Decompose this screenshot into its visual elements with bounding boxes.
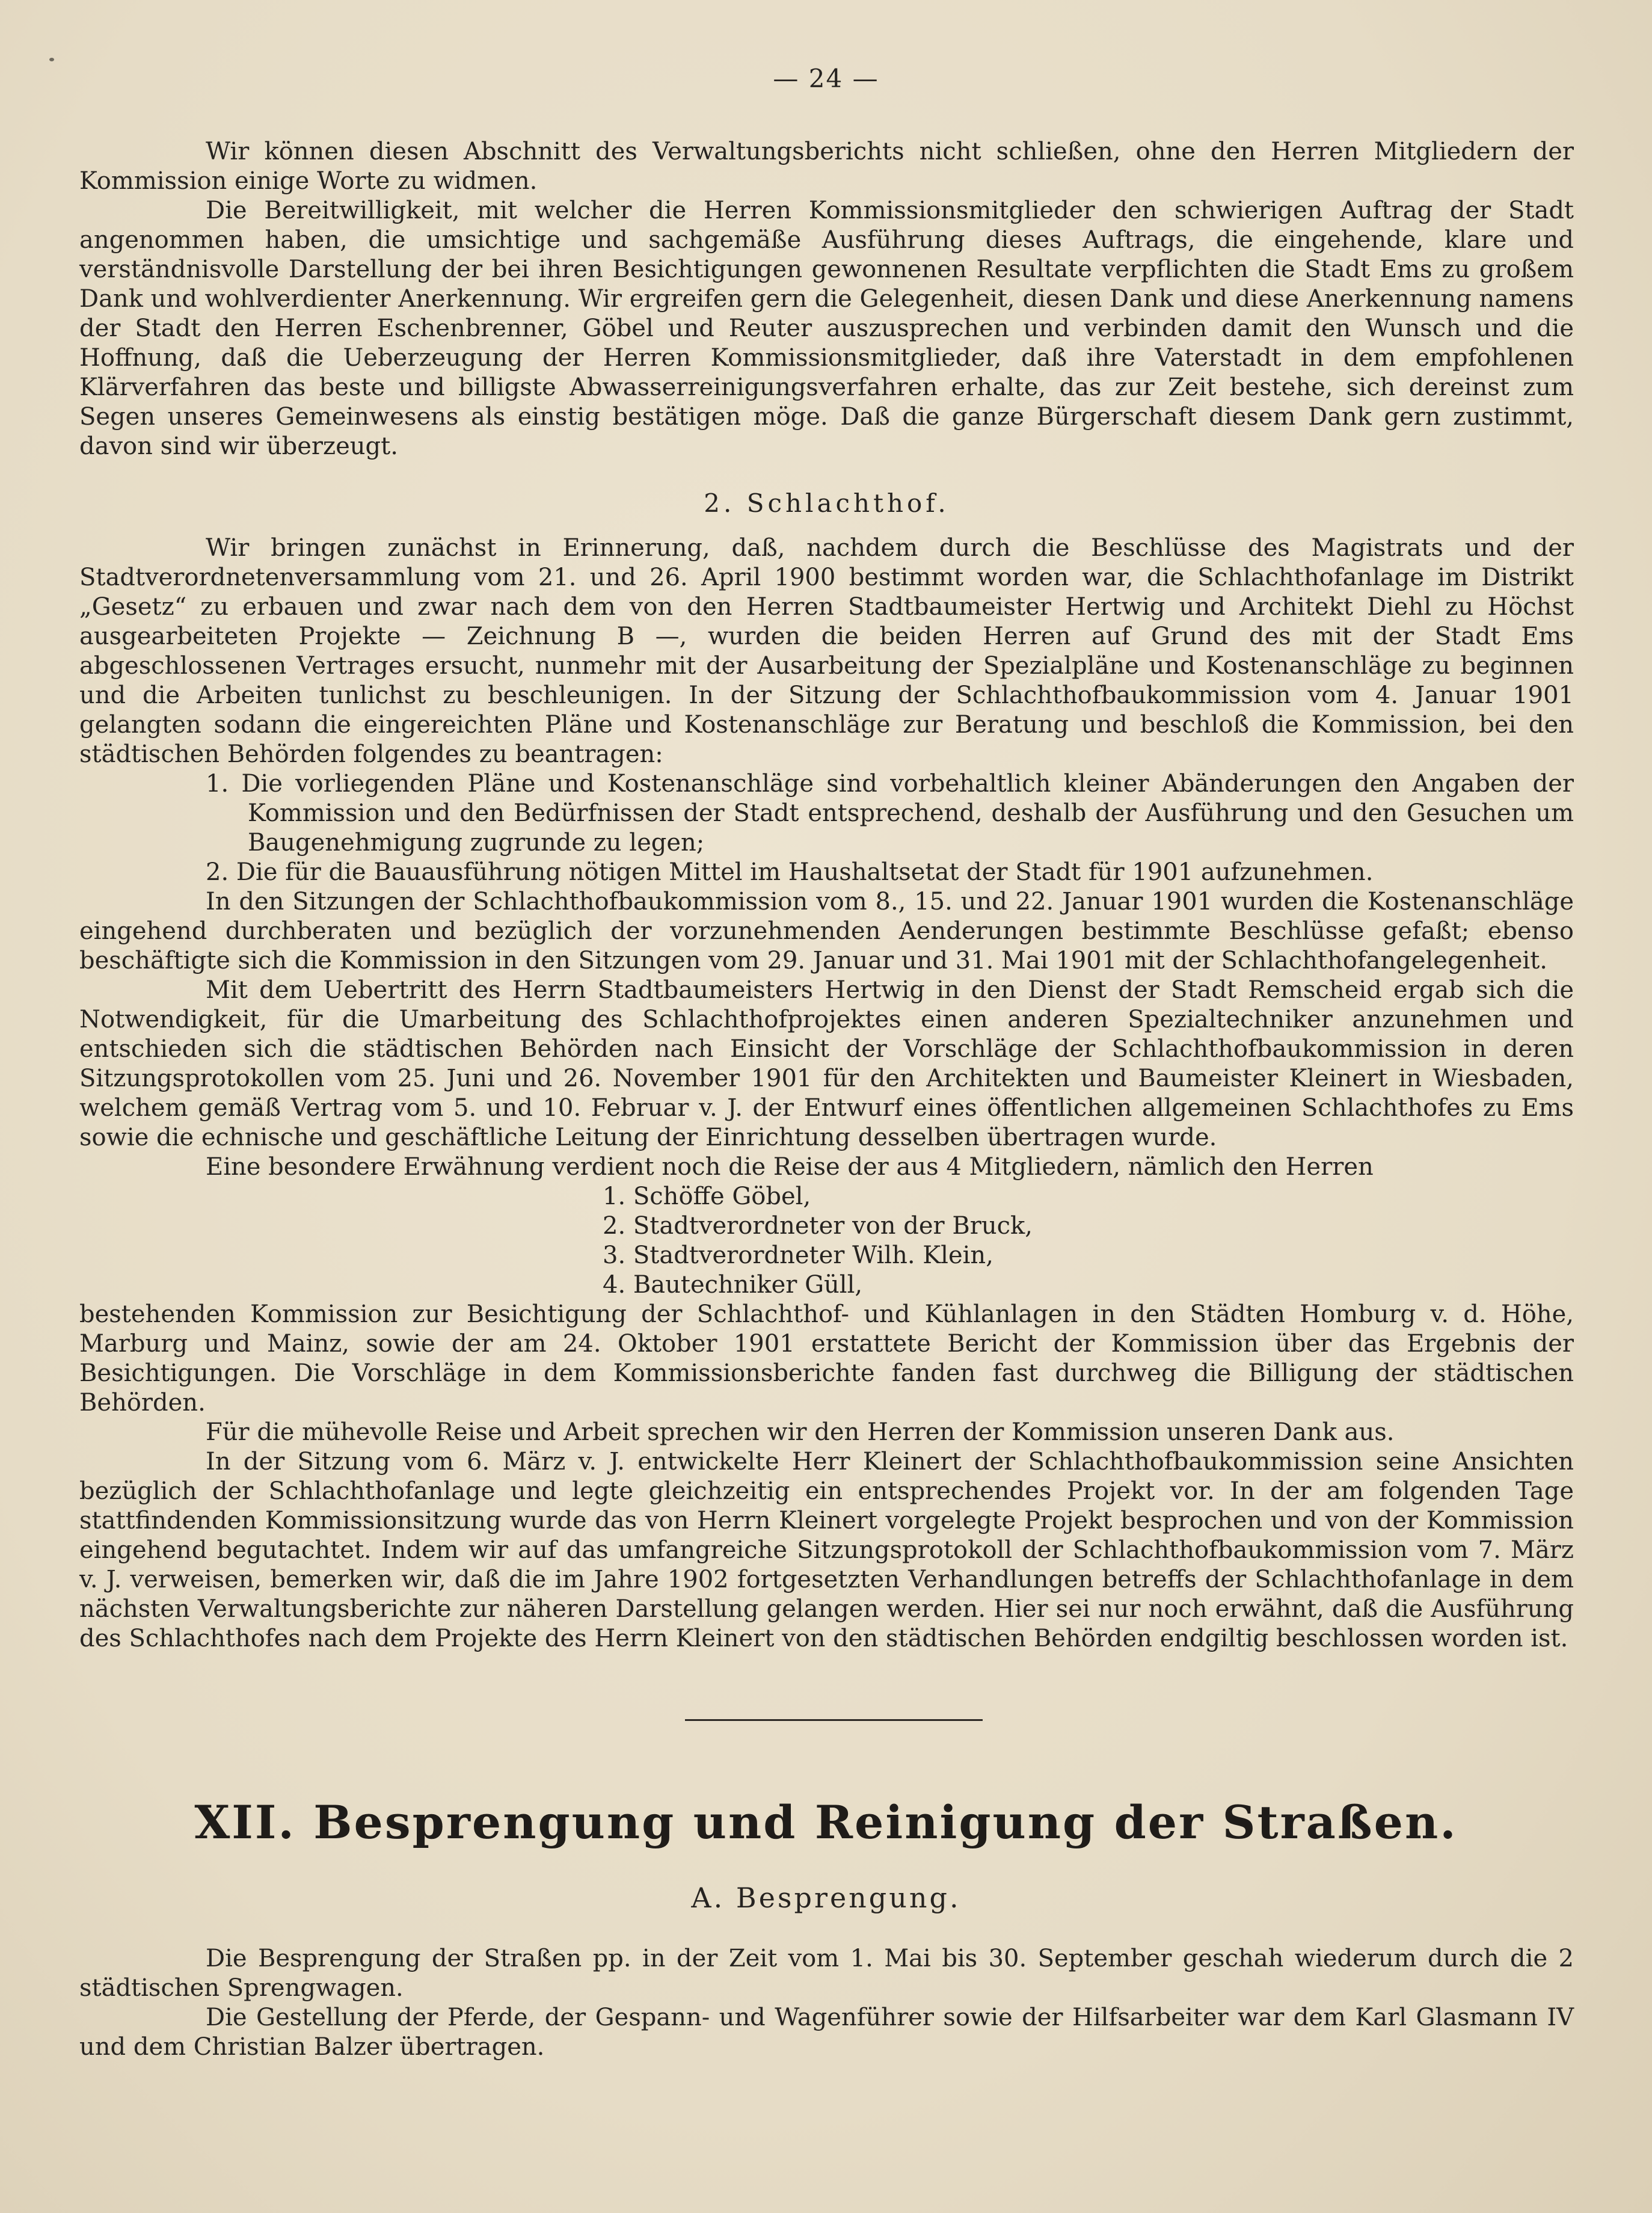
section-divider [685,1719,983,1721]
list-item: 3. Stadtverordneter Wilh. Klein, [603,1242,993,1269]
member-list [79,1182,1574,1300]
list-item: 1. Schöffe Göbel, [603,1183,811,1210]
list-item: 2. Die für die Bauausführung nötigen Mittel im Haushaltsetat der Stadt für 1901 aufzunehmen. [206,858,1374,886]
list-item: 2. Stadtverordneter von der Bruck, [603,1212,1033,1240]
besprengung-section [79,1944,1574,2062]
schlachthof-paragraph-3: Mit dem Uebertritt des Herrn Stadtbaumeisters Hertwig in den Dienst der Stadt Remscheid ergab sich die Notwendigkeit, für die Umarbeitung des Schlachthofprojektes einen anderen Spezialtechniker anzunehmen und entschieden sich die städtischen Behörden nach Einsicht der Vorschläge der Schlachthofbaukommission in deren Sitzungsprotokollen vom 25. Juni und 26. November 1901 für den Architekten und Baumeister Kleinert in Wiesbaden, welchem gemäß Vertrag vom 5. und 10. Februar v. J. der Entwurf eines öffentlichen allgemeinen Schlachthofes zu Ems sowie die echnische und geschäftliche Leitung der Einrichtung desselben übertragen wurde. [79,976,1574,1151]
section-heading-schlachthof: 2. Schlachthof. [704,488,950,518]
schlachthof-paragraph-4: Eine besondere Erwähnung verdient noch die Reise der aus 4 Mitgliedern, nämlich den Herren [206,1153,1374,1181]
schlachthof-section [79,488,1574,1654]
besprengung-paragraph-2: Die Gestellung der Pferde, der Gespann- und Wagenführer sowie der Hilfsarbeiter war dem Karl Glasmann IV und dem Christian Balzer übertragen. [79,2004,1574,2061]
schlachthof-paragraph-5: bestehenden Kommission zur Besichtigung der Schlachthof- und Kühlanlagen in den Städten Homburg v. d. Höhe, Marburg und Mainz, sowie der am 24. Oktober 1901 erstattete Bericht der Kommission über das Ergebnis der Besichtigungen. Die Vorschläge in dem Kommissionsberichte fanden fast durchweg die Billigung der städtischen Behörden. [79,1300,1574,1417]
intro-paragraph: Wir können diesen Abschnitt des Verwaltungsberichts nicht schließen, ohne den Herren Mitgliedern der Kommission einige Worte zu widmen. [79,138,1574,195]
schlachthof-paragraph-6: Für die mühevolle Reise und Arbeit sprechen wir den Herren der Kommission unseren Dank aus. [206,1418,1395,1446]
schlachthof-paragraph-1: Wir bringen zunächst in Erinnerung, daß, nachdem durch die Beschlüsse des Magistrats und der Stadtverordnetenversammlung vom 21. und 26. April 1900 bestimmt worden war, die Schlachthofanlage im Distrikt „Gesetz“ zu erbauen und zwar nach dem von den Herren Stadtbaumeister Hertwig und Architekt Diehl zu Höchst ausgearbeiteten Projekte — Zeichnung B —, wurden die beiden Herren auf Grund des mit der Stadt Ems abgeschlossenen Vertrages ersucht, nunmehr mit der Ausarbeitung der Spezialpläne und Kostenanschläge zu beginnen und die Arbeiten tunlichst zu beschleunigen. In der Sitzung der Schlachthofbaukommission vom 4. Januar 1901 gelangten sodann die eingereichten Pläne und Kostenanschläge zur Beratung und beschloß die Kommission, bei den städtischen Behörden folgendes zu beantragen: [79,534,1574,768]
schlachthof-paragraph-7: In der Sitzung vom 6. März v. J. entwickelte Herr Kleinert der Schlachthofbaukommission seine Ansichten bezüglich der Schlachthofanlage und legte gleichzeitig ein entsprechendes Projekt vor. In der am folgenden Tage stattfindenden Kommissionsitzung wurde das von Herrn Kleinert vorgelegte Projekt besprochen und von der Kommission eingehend begutachtet. Indem wir auf das umfangreiche Sitzungsprotokoll der Schlachthofbaukommission vom 7. März v. J. verweisen, bemerken wir, daß die im Jahre 1902 fortgesetzten Verhandlungen betreffs der Schlachthofanlage in dem nächsten Verwaltungsberichte zur näheren Darstellung gelangen werden. Hier sei nur noch erwähnt, daß die Ausführung des Schlachthofes nach dem Projekte des Herrn Kleinert von den städtischen Behörden endgiltig beschlossen worden ist. [79,1448,1574,1652]
print-speck [49,58,54,61]
list-item: 1. Die vorliegenden Pläne und Kostenanschläge sind vorbehaltlich kleiner Abänderungen den Angaben der Kommission und den Bedürfnissen der Stadt entsprechend, deshalb der Ausführung und den Gesuchen um Baugenehmigung zugrunde zu legen; [206,770,1574,857]
schlachthof-paragraph-2: In den Sitzungen der Schlachthofbaukommission vom 8., 15. und 22. Januar 1901 wurden die Kostenanschläge eingehend durchberaten und bezüglich der vorzunehmenden Aenderungen bestimmte Beschlüsse gefaßt; ebenso beschäftigte sich die Kommission in den Sitzungen vom 29. Januar und 31. Mai 1901 mit der Schlachthofangelegenheit. [79,888,1574,974]
commission-section [79,137,1574,461]
sub-heading-besprengung: A. Besprengung. [691,1882,961,1914]
besprengung-paragraph-1: Die Besprengung der Straßen pp. in der Zeit vom 1. Mai bis 30. September geschah wiederum durch die 2 städtischen Sprengwagen. [79,1945,1574,2002]
request-list [79,769,1574,887]
chapter-title: XII. Besprengung und Reinigung der Straßen. [194,1796,1458,1849]
list-item: 4. Bautechniker Güll, [603,1271,863,1299]
thanks-paragraph: Die Bereitwilligkeit, mit welcher die Herren Kommissionsmitglieder den schwierigen Auftrag der Stadt angenommen haben, die umsichtige und sachgemäße Ausführung dieses Auftrags, die eingehende, klare und verständnisvolle Darstellung der bei ihren Besichtigungen gewonnenen Resultate verpflichten die Stadt Ems zu großem Dank und wohlverdienter Anerkennung. Wir ergreifen gern die Gelegenheit, diesen Dank und diese Anerkennung namens der Stadt den Herren Eschenbrenner, Göbel und Reuter auszusprechen und verbinden damit den Wunsch und die Hoffnung, daß die Ueberzeugung der Herren Kommissionsmitglieder, daß ihre Vaterstadt in dem empfohlenen Klärverfahren das beste und billigste Abwasserreinigungsverfahren erhalte, das zur Zeit bestehe, sich dereinst zum Segen unseres Gemeinwesens als einstig bestätigen möge. Daß die ganze Bürgerschaft diesem Dank gern zustimmt, davon sind wir überzeugt. [79,197,1574,460]
page-number: — 24 — [773,64,879,93]
